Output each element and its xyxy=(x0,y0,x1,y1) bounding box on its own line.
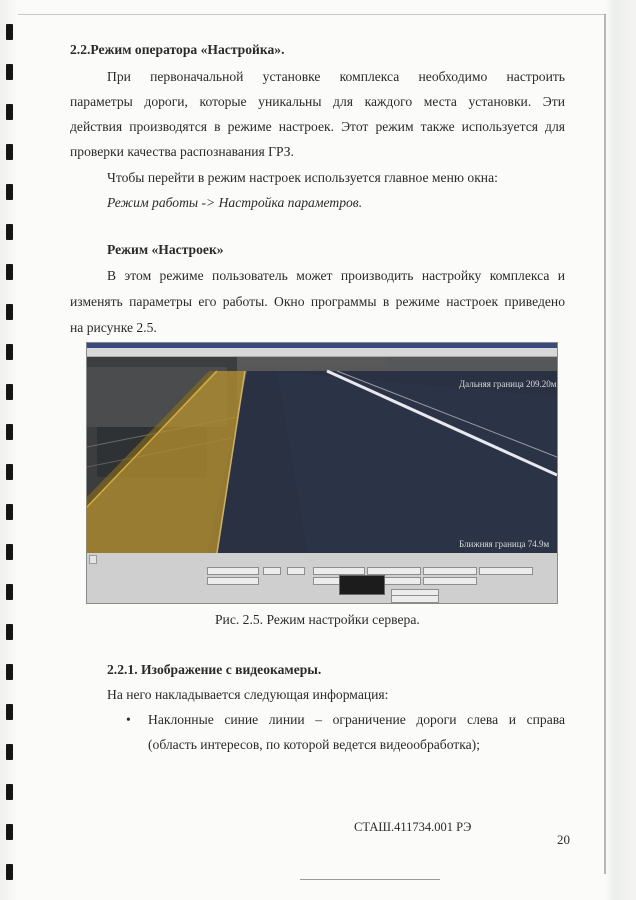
figure-menubar xyxy=(87,348,557,357)
page-bottom-edge xyxy=(300,879,440,880)
camera-video-view xyxy=(87,357,557,553)
document-code: СТАШ.411734.001 РЭ xyxy=(354,820,472,834)
subsubsection-heading: 2.2.1. Изображение с видеокамеры. xyxy=(107,662,322,677)
subsection-line-1: В этом режиме пользователь может производить настройку комплекса и xyxy=(107,268,565,283)
subsubsection-intro: На него накладывается следующая информация: xyxy=(107,687,389,702)
section-heading: 2.2.Режим оператора «Настройка». xyxy=(70,42,285,57)
server-settings-screenshot xyxy=(86,342,558,604)
bullet-marker: • xyxy=(126,712,131,727)
figure-plate-preview xyxy=(339,575,385,595)
binding-holes xyxy=(6,18,14,888)
para2: Чтобы перейти в режим настроек используется главное меню окна: xyxy=(107,170,498,185)
bullet-line-1: Наклонные синие линии – ограничение дороги слева и справа xyxy=(148,712,565,727)
subsection-line-3: на рисунке 2.5. xyxy=(70,320,157,335)
subsection-line-2: изменять параметры его работы. Окно программы в режиме настроек приведено xyxy=(70,294,565,309)
figure-panel-tab xyxy=(89,555,97,564)
figure-settings-panel xyxy=(87,553,557,603)
menu-path: Режим работы -> Настройка параметров. xyxy=(107,195,363,210)
para1-line-1: При первоначальной установке комплекса необходимо настроить xyxy=(107,69,565,84)
page-top-edge xyxy=(18,14,606,15)
para1-line-3: действия производятся в режиме настроек. Этот режим также используется для xyxy=(70,119,565,134)
subsection-heading: Режим «Настроек» xyxy=(107,242,224,257)
page-number: 20 xyxy=(557,832,570,847)
page-right-edge xyxy=(604,14,606,874)
near-boundary-label: Ближняя граница 74.9м xyxy=(459,539,550,549)
para1-line-2: параметры дороги, которые уникальны для каждого места установки. Эти xyxy=(70,94,565,109)
para1-line-4: проверки качества распознавания ГРЗ. xyxy=(70,144,294,159)
figure-caption: Рис. 2.5. Режим настройки сервера. xyxy=(215,612,420,627)
bullet-line-2: (область интересов, по которой ведется видеообработка); xyxy=(148,737,480,752)
far-boundary-label: Дальняя граница 209.20м xyxy=(459,379,557,389)
